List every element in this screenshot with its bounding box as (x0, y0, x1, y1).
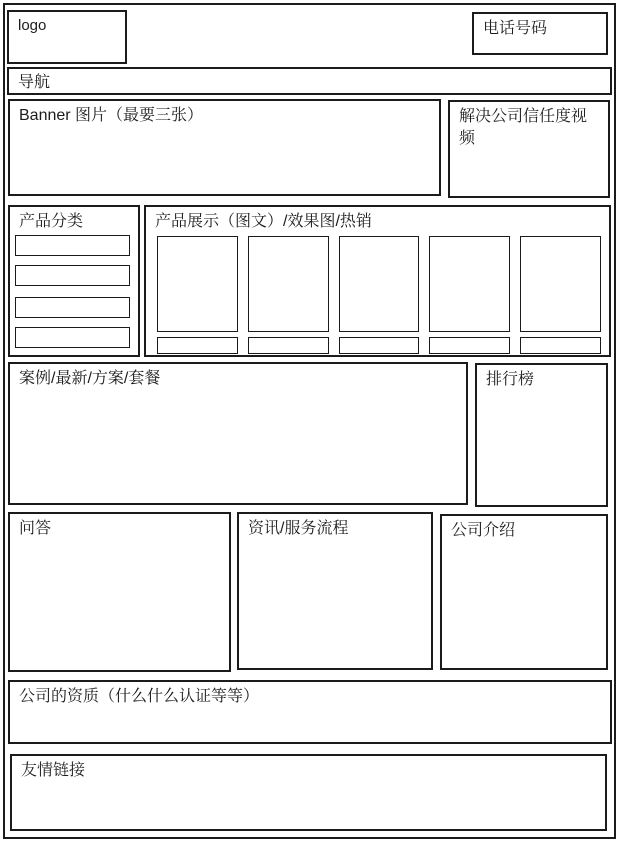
qa-box (8, 512, 231, 672)
product-caption-placeholder (339, 337, 420, 354)
friend-links-label: 友情链接 (21, 762, 86, 779)
category-item-placeholder (15, 297, 130, 318)
ranking-box (475, 363, 608, 507)
trust-video-label: 解决公司信任度视频 (459, 108, 588, 147)
trust-video-box (448, 100, 610, 198)
product-caption-placeholder (520, 337, 601, 354)
cases-box (8, 362, 468, 505)
product-caption-placeholder (157, 337, 238, 354)
qualifications-label: 公司的资质（什么什么认证等等） (19, 688, 260, 705)
friend-links-box (10, 754, 607, 831)
product-caption-placeholder (429, 337, 510, 354)
product-display-box (144, 205, 611, 357)
phone-number-label: 电话号码 (483, 20, 548, 37)
phone-number-box (472, 12, 608, 55)
product-cell (248, 236, 329, 354)
nav-bar (7, 67, 612, 95)
category-item-placeholder (15, 327, 130, 348)
product-image-placeholder (339, 236, 420, 332)
product-categories-box (8, 205, 140, 357)
news-process-label: 资讯/服务流程 (248, 520, 349, 537)
product-cell (429, 236, 510, 354)
banner-label: Banner 图片（最要三张） (19, 107, 204, 124)
banner-box (8, 99, 441, 196)
logo-box (7, 10, 127, 64)
product-row (157, 236, 601, 354)
product-image-placeholder (520, 236, 601, 332)
product-image-placeholder (248, 236, 329, 332)
nav-label: 导航 (18, 74, 51, 91)
product-image-placeholder (157, 236, 238, 332)
product-cell (157, 236, 238, 354)
company-intro-box (440, 514, 608, 670)
company-intro-label: 公司介绍 (451, 522, 516, 539)
product-cell (339, 236, 420, 354)
news-process-box (237, 512, 433, 670)
product-caption-placeholder (248, 337, 329, 354)
product-cell (520, 236, 601, 354)
ranking-label: 排行榜 (486, 371, 535, 388)
cases-label: 案例/最新/方案/套餐 (19, 370, 161, 387)
product-categories-title: 产品分类 (19, 213, 84, 230)
qualifications-box (8, 680, 612, 744)
logo-label: logo (18, 17, 47, 34)
qa-label: 问答 (19, 520, 52, 537)
category-item-placeholder (15, 235, 130, 256)
product-display-title: 产品展示（图文）/效果图/热销 (155, 213, 372, 230)
product-image-placeholder (429, 236, 510, 332)
category-item-placeholder (15, 265, 130, 286)
